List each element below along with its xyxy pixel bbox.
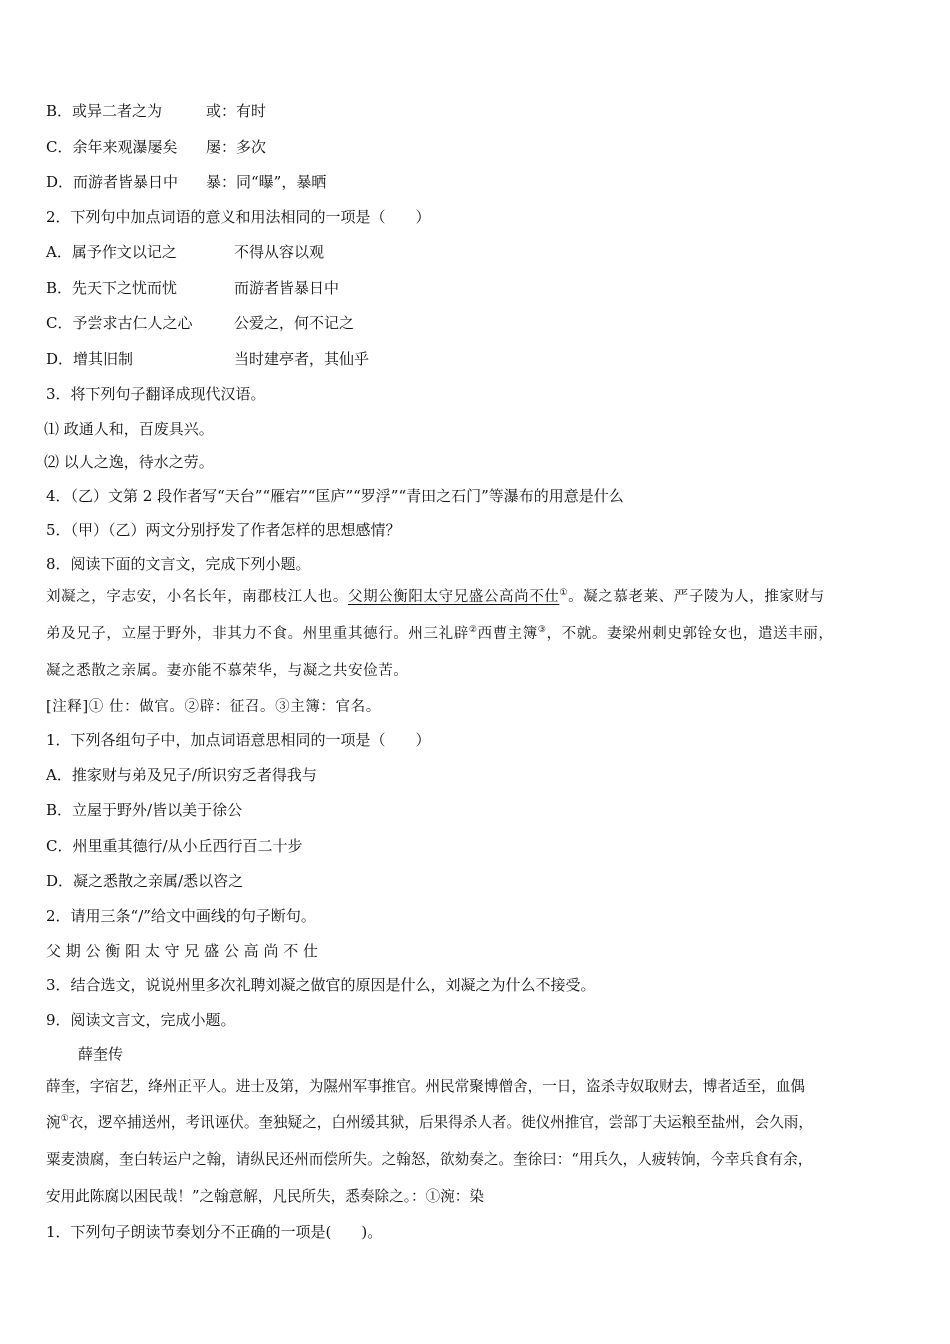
question-8-sub-1-stem: 1．下列各组句子中，加点词语意思相同的一项是（ ）	[46, 731, 431, 749]
question-9-title: 9．阅读文言文，完成小题。	[46, 1011, 236, 1029]
passage-notes: [注释]① 仕：做官。②辟：征召。③主簿：官名。	[46, 699, 381, 715]
question-8-sub-1-option-a: A．推家财与弟及兄子/所识穷乏者得我与	[46, 766, 317, 784]
question-8-sub-2-stem: 2．请用三条“/”给文中画线的句子断句。	[46, 907, 316, 925]
option-pair: 当时建亭者，其仙乎	[234, 350, 370, 368]
question-8-title: 8．阅读下面的文言文，完成下列小题。	[46, 555, 311, 573]
option-gloss: 或：有时	[206, 102, 267, 120]
passage-heading: 薛奎传	[78, 1045, 124, 1063]
option-gloss: 屡：多次	[206, 138, 267, 156]
option-gloss: 暴：同“曝”，暴晒	[206, 173, 327, 191]
option-label: A．属予作文以记之	[46, 243, 177, 261]
option-label: B．或异二者之为	[46, 102, 163, 120]
option-label: C．余年来观瀑屡矣	[46, 138, 178, 156]
q9-passage-line-3: 粟麦溃腐，奎白转运户之翰，请纵民还州而偿所失。之翰怒，欲劾奏之。奎徐曰：“用兵久，人疲转饷，今幸兵食有余，	[46, 1151, 813, 1168]
question-8-sub-1-option-b: B．立屋于野外/皆以美于徐公	[46, 801, 243, 819]
option-pair: 而游者皆暴日中	[234, 279, 340, 297]
q9-passage-line-4: 安用此陈腐以困民哉！”之翰意解，凡民所失，悉奏除之。：①涴：染	[46, 1188, 484, 1205]
question-8-sub-1-option-d: D．凝之悉散之亲属/悉以咨之	[46, 872, 244, 890]
question-3-stem: 3．将下列句子翻译成现代汉语。	[46, 385, 266, 403]
passage-text: 涴	[46, 1114, 61, 1131]
question-8-sub-2-sentence: 父 期 公 衡 阳 太 守 兄 盛 公 高 尚 不 仕	[46, 942, 318, 960]
question-2-option-d	[46, 349, 369, 369]
footnote-marker: ②	[468, 625, 478, 636]
option-label: D．增其旧制	[46, 350, 134, 368]
question-3-item-1: ⑴ 政通人和，百废具兴。	[44, 420, 214, 438]
footnote-marker: ①	[60, 1114, 69, 1125]
option-pair: 公爱之，何不记之	[234, 314, 355, 332]
option-label: C．予尝求古仁人之心	[46, 314, 193, 332]
question-2-stem: 2．下列句中加点词语的意义和用法相同的一项是（ ）	[46, 208, 431, 226]
question-5: 5．（甲）（乙）两文分别抒发了作者怎样的思想感情？	[46, 521, 401, 539]
passage-line-1	[46, 587, 825, 607]
underlined-sentence: 父期公衡阳太守兄盛公高尚不仕	[348, 589, 560, 605]
passage-text: 衣，逻卒捕送州，考讯诬伏。奎独疑之，白州缓其狱，后果得杀人者。徙仪州推官，尝部丁夫运粮至盐州，会久雨，	[68, 1114, 813, 1131]
footnote-marker: ③	[537, 625, 547, 636]
question-2-option-a	[46, 242, 324, 262]
option-label: D．而游者皆暴日中	[46, 173, 179, 191]
passage-line-3: 凝之悉散之亲属。妻亦能不慕荣华，与凝之共安俭苦。	[46, 663, 409, 679]
question-2-option-b	[46, 278, 339, 298]
passage-text: 西曹主簿	[477, 626, 538, 642]
footnote-marker: ①	[559, 588, 569, 599]
passage-text: ，不就。妻梁州刺史郭铨女也，遣送丰丽，	[546, 626, 834, 642]
option-pair: 不得从容以观	[234, 243, 325, 261]
question-8-sub-1-option-c: C．州里重其德行/从小丘西行百二十步	[46, 837, 303, 855]
passage-text: 弟及兄子，立屋于野外，非其力不食。州里重其德行。州三礼辟	[46, 626, 469, 642]
option-b-line	[46, 101, 266, 121]
passage-text: 刘凝之，字志安，小名长年，南郡枝江人也。	[46, 589, 348, 605]
option-d-line	[46, 172, 326, 192]
passage-text: 。凝之慕老莱、严子陵为人，推家财与	[568, 589, 825, 605]
q9-passage-line-2	[46, 1113, 813, 1133]
q9-passage-line-1: 薛奎，字宿艺，绛州正平人。进士及第，为隰州军事推官。州民常聚博僧舍，一日，盗杀寺奴取财去，博者适至，血偶	[46, 1078, 805, 1095]
passage-line-2	[46, 624, 833, 644]
question-3-item-2: ⑵ 以人之逸，待水之劳。	[44, 453, 214, 471]
question-8-sub-3: 3．结合选文，说说州里多次礼聘刘凝之做官的原因是什么，刘凝之为什么不接受。	[46, 976, 596, 994]
option-c-line	[46, 137, 266, 157]
option-label: B．先天下之忧而忧	[46, 279, 178, 297]
question-2-option-c	[46, 313, 354, 333]
question-9-sub-1-stem: 1．下列句子朗读节奏划分不正确的一项是( )。	[46, 1223, 383, 1241]
question-4: 4．（乙）文第 2 段作者写“天台”“雁宕”“匡庐”“罗浮”“青田之石门”等瀑布的用意是什么	[46, 487, 624, 505]
